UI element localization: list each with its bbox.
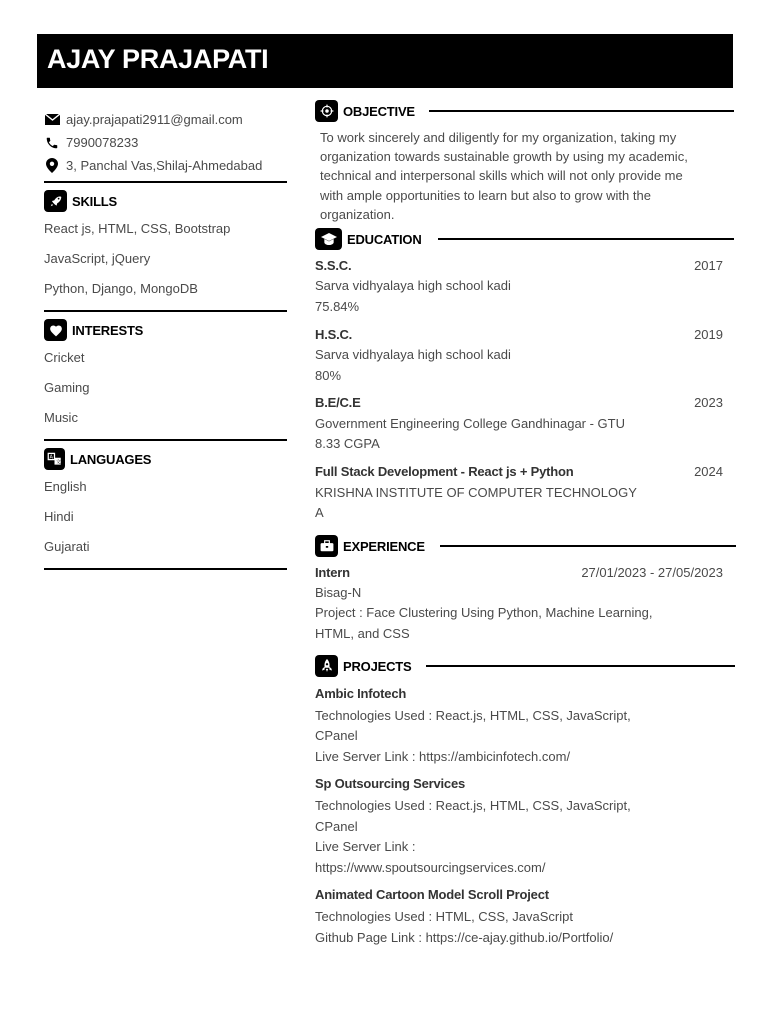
contact-address <box>44 154 287 177</box>
project-link[interactable]: Github Page Link : https://ce-ajay.github.io/Portfolio/ <box>315 930 614 945</box>
briefcase-icon <box>315 535 338 557</box>
heading-rule <box>440 545 736 547</box>
languages-title: LANGUAGES <box>70 451 152 467</box>
interest-item: Cricket <box>44 350 85 365</box>
job-project: Project : Face Clustering Using Python, Machine Learning, <box>315 605 653 620</box>
education-heading <box>315 227 734 251</box>
resume-header <box>37 34 733 88</box>
language-item: Gujarati <box>44 539 90 554</box>
project-name: Animated Cartoon Model Scroll Project <box>315 887 549 902</box>
candidate-name: AJAY PRAJAPATI <box>47 44 269 74</box>
interest-item: Music <box>44 410 78 425</box>
phone-icon <box>44 135 60 151</box>
objective-text <box>320 128 720 224</box>
experience-title: EXPERIENCE <box>343 538 425 554</box>
school: Government Engineering College Gandhinagar - GTU <box>315 416 626 431</box>
experience-heading <box>315 534 736 558</box>
score: 75.84% <box>315 299 360 314</box>
objective-heading <box>315 99 734 123</box>
objective-line: organization towards sustainable growth by using my academic, <box>320 149 688 165</box>
objective-line: organization. <box>320 206 395 222</box>
project-link[interactable]: https://www.spoutsourcingservices.com/ <box>315 860 546 875</box>
school: Sarva vidhyalaya high school kadi <box>315 278 511 293</box>
target-icon <box>315 100 338 122</box>
language-item: English <box>44 479 87 494</box>
rocket-icon <box>44 190 67 212</box>
heading-rule <box>438 238 734 240</box>
company: Bisag-N <box>315 585 362 600</box>
translate-icon <box>44 448 65 470</box>
project-line: Live Server Link : <box>315 839 416 854</box>
degree: Full Stack Development - React js + Python <box>315 464 574 479</box>
objective-title: OBJECTIVE <box>343 103 415 119</box>
skills-heading <box>44 188 287 214</box>
objective-line: technical and interpersonal skills which will not only provide me <box>320 168 683 184</box>
heading-rule <box>426 665 735 667</box>
project-line: Technologies Used : React.js, HTML, CSS, JavaScript, <box>315 798 631 813</box>
envelope-icon <box>44 112 60 128</box>
projects-heading <box>315 654 735 678</box>
interests-title: INTERESTS <box>72 322 144 338</box>
contact-phone[interactable] <box>44 131 287 154</box>
project-name: Ambic Infotech <box>315 686 407 701</box>
interests-heading <box>44 317 287 343</box>
objective-line: To work sincerely and diligently for my organization, taking my <box>320 130 677 145</box>
map-pin-icon <box>44 158 60 174</box>
projects-title: PROJECTS <box>343 658 412 674</box>
degree: S.S.C. <box>315 258 352 273</box>
score: 8.33 CGPA <box>315 436 380 451</box>
divider <box>44 310 287 312</box>
graduation-cap-icon <box>315 228 342 250</box>
project-line: Technologies Used : React.js, HTML, CSS, JavaScript, <box>315 708 631 723</box>
job-dates: 27/01/2023 - 27/05/2023 <box>581 565 723 580</box>
project-line: CPanel <box>315 819 358 834</box>
job-role: Intern <box>315 565 350 580</box>
divider <box>44 439 287 441</box>
score: A <box>315 505 324 520</box>
rocket-launch-icon <box>315 655 338 677</box>
project-name: Sp Outsourcing Services <box>315 776 466 791</box>
svg-text:A: A <box>49 454 53 461</box>
heading-rule <box>429 110 734 112</box>
objective-line: with ample opportunities to learn but also to grow with the <box>320 187 651 203</box>
phone-text: 7990078233 <box>66 135 139 150</box>
heart-icon <box>44 319 67 341</box>
language-item: Hindi <box>44 509 74 524</box>
skills-title: SKILLS <box>72 193 118 209</box>
project-line: Technologies Used : HTML, CSS, JavaScript <box>315 909 573 924</box>
year: 2024 <box>694 464 723 479</box>
left-column <box>44 108 287 570</box>
languages-heading <box>44 446 287 472</box>
interest-item: Gaming <box>44 380 90 395</box>
address-text: 3, Panchal Vas,Shilaj-Ahmedabad <box>66 158 263 173</box>
skill-item: JavaScript, jQuery <box>44 251 151 266</box>
school: KRISHNA INSTITUTE OF COMPUTER TECHNOLOGY <box>315 485 637 500</box>
project-link[interactable]: Live Server Link : https://ambicinfotech.com/ <box>315 749 571 764</box>
svg-text:文: 文 <box>55 459 61 466</box>
contact-email[interactable] <box>44 108 287 131</box>
degree: H.S.C. <box>315 327 353 342</box>
email-text: ajay.prajapati2911@gmail.com <box>66 112 243 127</box>
project-line: CPanel <box>315 728 358 743</box>
education-title: EDUCATION <box>347 231 422 247</box>
divider <box>44 568 287 570</box>
school: Sarva vidhyalaya high school kadi <box>315 347 511 362</box>
divider <box>44 181 287 183</box>
skill-item: Python, Django, MongoDB <box>44 281 198 296</box>
year: 2019 <box>694 327 723 342</box>
job-project: HTML, and CSS <box>315 626 410 641</box>
year: 2017 <box>694 258 723 273</box>
degree: B.E/C.E <box>315 395 361 410</box>
skill-item: React js, HTML, CSS, Bootstrap <box>44 221 231 236</box>
score: 80% <box>315 368 342 383</box>
year: 2023 <box>694 395 723 410</box>
